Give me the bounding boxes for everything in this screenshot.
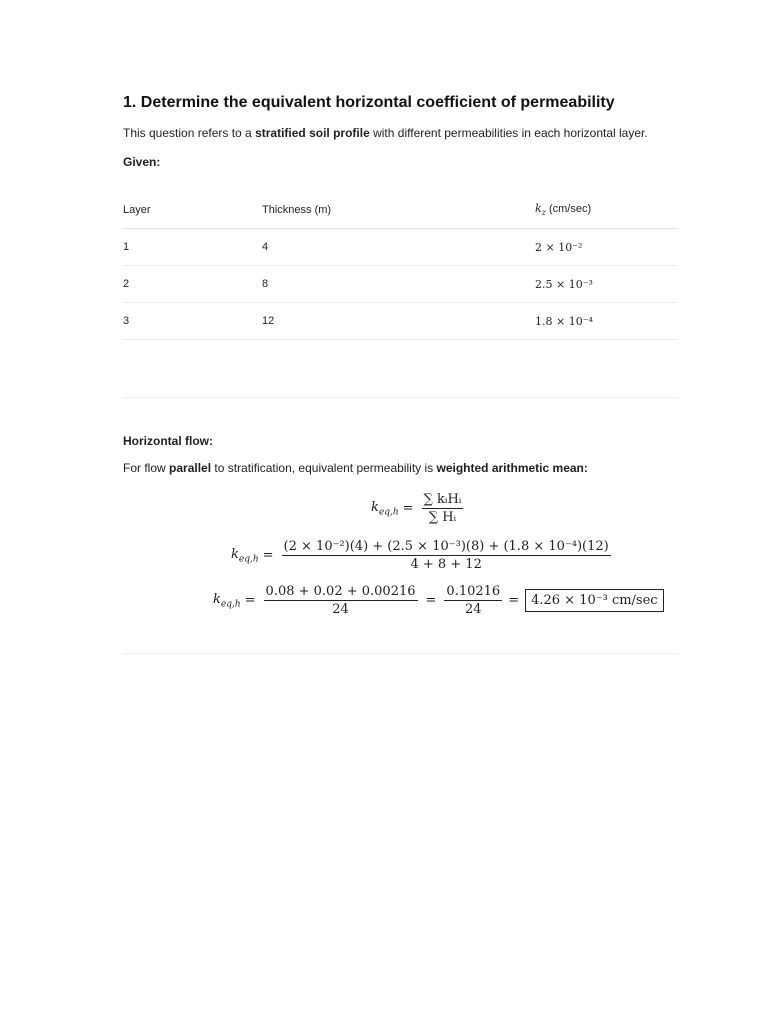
equation-general (371, 492, 467, 525)
fraction-numerator: ∑ kᵢHᵢ (423, 492, 462, 507)
table-row (123, 229, 678, 266)
fraction-numerator: 0.10216 (446, 584, 501, 599)
equals-sign: = (402, 501, 414, 516)
layer-table (123, 192, 678, 340)
equation-lhs: $k_{eq,h}$ (371, 499, 399, 518)
section-divider (123, 397, 678, 398)
cell-k: 2 × 10⁻² (535, 229, 678, 266)
cell-thickness: 4 (262, 229, 535, 266)
intro-text-bold: stratified soil profile (255, 126, 370, 140)
method-text-pre: For flow (123, 461, 170, 475)
column-header-layer: Layer (123, 192, 262, 229)
cell-layer: 3 (123, 303, 262, 340)
equals-sign: = (508, 593, 520, 608)
equation-result (213, 584, 664, 617)
cell-k: 2.5 × 10⁻³ (535, 266, 678, 303)
cell-thickness: 12 (262, 303, 535, 340)
intro-text-pre: This question refers to a (123, 126, 256, 140)
intro-paragraph (123, 126, 648, 140)
fraction-denominator: 4 + 8 + 12 (410, 557, 482, 572)
equation-lhs: $k_{eq,h}$ (213, 591, 241, 610)
equation-substituted (231, 539, 615, 572)
equals-sign: = (244, 593, 256, 608)
method-text-bold-mean: weighted arithmetic mean: (436, 461, 588, 475)
cell-layer: 2 (123, 266, 262, 303)
boxed-result: 4.26 × 10⁻³ cm/sec (525, 589, 663, 612)
table-header-row (123, 192, 678, 229)
fraction-numerator: (2 × 10⁻²)(4) + (2.5 × 10⁻³)(8) + (1.8 × 10⁻⁴)(12) (283, 539, 609, 554)
column-header-k: $k_z$ (cm/sec) (535, 192, 678, 229)
method-paragraph (123, 461, 588, 475)
intro-text-post: with different permeabilities in each horizontal layer. (369, 126, 648, 140)
table-row (123, 303, 678, 340)
fraction (422, 492, 464, 525)
equals-sign: = (425, 593, 437, 608)
equals-sign: = (262, 548, 274, 563)
column-header-thickness: Thickness (m) (262, 192, 535, 229)
method-text-bold-parallel: parallel (169, 461, 212, 475)
cell-layer: 1 (123, 229, 262, 266)
equation-lhs: $k_{eq,h}$ (231, 546, 259, 565)
horizontal-flow-label: Horizontal flow: (123, 434, 213, 448)
cell-k: 1.8 × 10⁻⁴ (535, 303, 678, 340)
fraction-denominator: ∑ Hᵢ (428, 510, 457, 525)
fraction (264, 584, 418, 617)
question-heading: 1. Determine the equivalent horizontal coefficient of permeability (123, 94, 615, 111)
fraction (444, 584, 502, 617)
fraction-numerator: 0.08 + 0.02 + 0.00216 (265, 584, 416, 599)
given-label: Given: (123, 155, 161, 169)
fraction-denominator: 24 (465, 602, 482, 617)
fraction (282, 539, 611, 572)
method-text-mid: to stratification, equivalent permeability is (211, 461, 437, 475)
cell-thickness: 8 (262, 266, 535, 303)
table-row (123, 266, 678, 303)
section-divider (123, 653, 678, 654)
fraction-denominator: 24 (332, 602, 349, 617)
